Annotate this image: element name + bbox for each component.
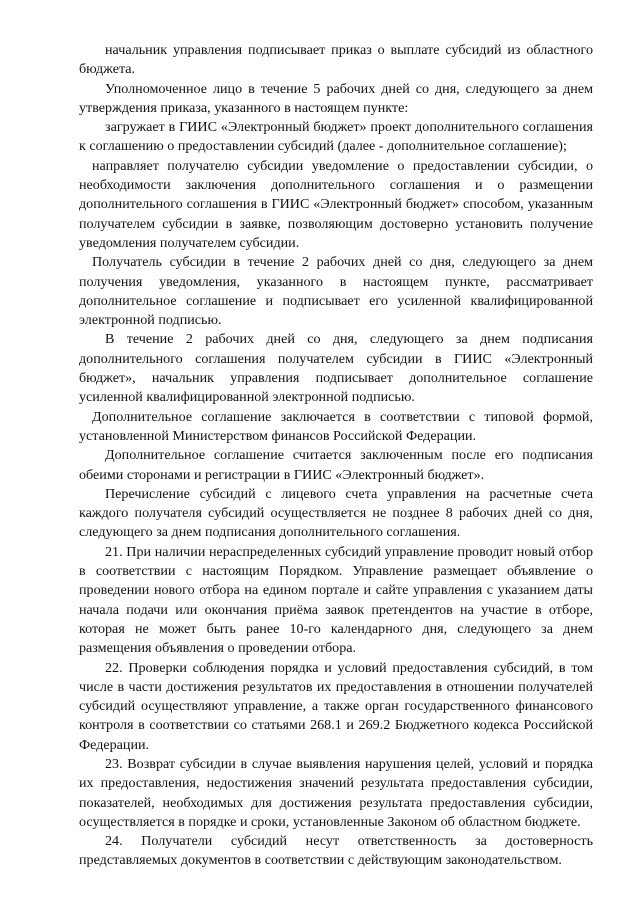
paragraph-upload-agreement: загружает в ГИИС «Электронный бюджет» проект дополнительного соглашения к соглашению о предоставлении субсидий (далее - дополнительное соглашение); (79, 119, 593, 155)
paragraph-item-23: 23. Возврат субсидии в случае выявления нарушения целей, условий и порядка их предоставления, недостижения значений результата предоставления субсидии, показателей, необходимых для достижения результата предоставления субсидии, осуществляется в порядке и сроки, установленные Законом об областном бюджете. (79, 755, 593, 830)
paragraph-agreement-concluded: Дополнительное соглашение считается заключенным после его подписания обеими сторонами и регистрации в ГИИС «Электронный бюджет». (79, 447, 593, 483)
paragraph-standard-form: Дополнительное соглашение заключается в соответствии с типовой формой, установленной Министерством финансов Российской Федерации. (79, 408, 593, 444)
paragraph-item-24: 24. Получатели субсидий несут ответственность за достоверность представляемых документов в соответствии с действующим законодательством. (79, 833, 593, 869)
paragraph-recipient-signs: Получатель субсидии в течение 2 рабочих дней со дня, следующего за днем получения уведомления, указанного в настоящем пункте, рассматривает дополнительное соглашение и подписывает его усиленной квалифицированной электронной подписью. (79, 254, 593, 329)
paragraph-order-signing: начальник управления подписывает приказ о выплате субсидий из областного бюджета. (79, 42, 593, 78)
paragraph-authorized-person: Уполномоченное лицо в течение 5 рабочих дней со дня, следующего за днем утверждения приказа, указанного в настоящем пункте: (79, 80, 593, 116)
paragraph-item-21: 21. При наличии нераспределенных субсидий управление проводит новый отбор в соответствии с настоящим Порядком. Управление размещает объявление о проведении нового отбора на едином портале и сайте управления с указанием даты начала подачи или окончания приёма заявок претендентов на участие в отборе, которая не может быть ранее 10-го календарного дня, следующего за днем размещения объявления о проведении отбора. (79, 543, 593, 657)
paragraph-transfer-subsidies: Перечисление субсидий с лицевого счета управления на расчетные счета каждого получателя субсидий осуществляется не позднее 8 рабочих дней со дня, следующего за днем подписания дополнительного соглашения. (79, 485, 593, 541)
paragraph-send-notification: направляет получателю субсидии уведомление о предоставлении субсидии, о необходимости заключения дополнительного соглашения и о размещении дополнительного соглашения в ГИИС «Электронный бюджет» способом, указанным получателем субсидии в заявке, позволяющим достоверно установить получение уведомления получателем субсидии. (79, 157, 593, 251)
paragraph-head-signs: В течение 2 рабочих дней со дня, следующего за днем подписания дополнительного соглашения получателем субсидии в ГИИС «Электронный бюджет», начальник управления подписывает дополнительное соглашение усиленной квалифицированной электронной подписью. (79, 331, 593, 406)
paragraph-item-22: 22. Проверки соблюдения порядка и условий предоставления субсидий, в том числе в части достижения результатов их предоставления в отношении получателей субсидий осуществляют управление, а также орган государственного финансового контроля в соответствии со статьями 268.1 и 269.2 Бюджетного кодекса Российской Федерации. (79, 659, 593, 753)
